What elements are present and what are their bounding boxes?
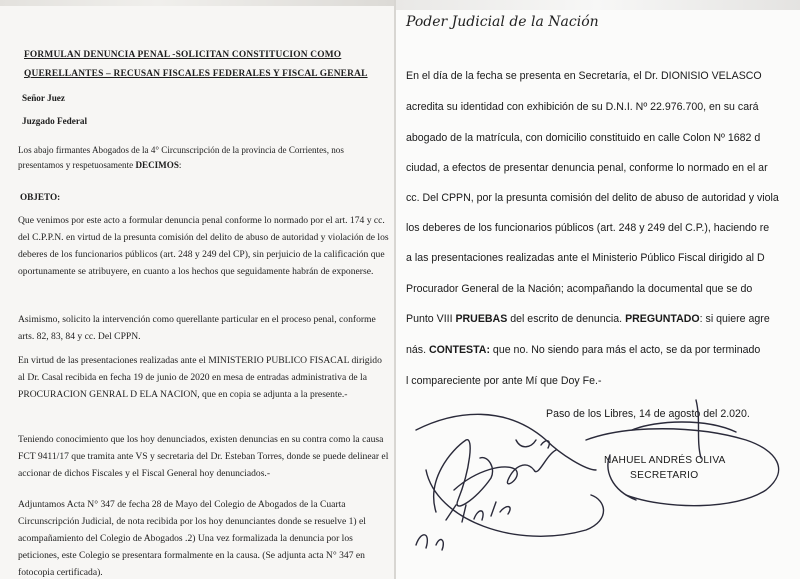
date-line: Paso de los Libres, 14 de agosto del 2.020. bbox=[546, 408, 750, 420]
record-line-1: En el día de la fecha se presenta en Secretaría, el Dr. DIONISIO VELASCO bbox=[406, 70, 762, 82]
intro-decimos: DECIMOS bbox=[135, 160, 179, 170]
title-line-1: FORMULAN DENUNCIA PENAL -SOLICITAN CONSTITUCION COMO bbox=[24, 50, 342, 60]
paragraph-antecedentes: Teniendo conocimiento que los hoy denunciados, existen denuncias en su contra como la causa FCT 9411/17 que tramita ante VS y secretaria del Dr. Esteban Torres, donde se puede delinear el accionar de dichos Fiscales y el Fiscal General hoy denunciados.- bbox=[18, 434, 389, 479]
record-line-2: acredita su identidad con exhibición de su D.N.I. Nº 22.976.700, en su cará bbox=[406, 101, 759, 113]
line9-part-e: : si quiere agre bbox=[699, 313, 770, 325]
paragraph-objeto: Que venimos por este acto a formular denuncia penal conforme lo normado por el art. 174 y cc. del C.P.P.N. en virtud de la presunta comisión del delito de abuso de autoridad y violación de los deberes de los funcionarios públicos (art. 248 y 249 del CP), sin perjuicio de la calificación que oportunamente se atribuyere, en cuanto a los hechos que seguidamente habrán de exponerse. bbox=[18, 215, 389, 277]
record-line-3: abogado de la matrícula, con domicilio constituido en calle Colon Nº 1682 d bbox=[406, 132, 761, 144]
handwritten-signatures bbox=[396, 0, 800, 579]
intro-text: Los abajo firmantes Abogados de la 4° Circunscripción de la provincia de Corrientes, nos presentamos y respetuosamente bbox=[18, 145, 344, 170]
line10-part-a: nás. bbox=[406, 344, 429, 356]
salutation: Señor Juez bbox=[22, 93, 65, 103]
record-line-4: ciudad, a efectos de presentar denuncia penal, conforme lo normado en el ar bbox=[406, 162, 768, 174]
line9-pruebas: PRUEBAS bbox=[455, 313, 508, 325]
record-line-11: l compareciente por ante Mí que Doy Fe.- bbox=[406, 375, 602, 387]
record-line-6: los deberes de los funcionarios públicos (art. 248 y 249 del C.P.), haciendo re bbox=[406, 222, 770, 234]
record-line-7: a las presentaciones realizadas ante el Ministerio Público Fiscal dirigido al D bbox=[406, 252, 765, 264]
document-title bbox=[24, 46, 384, 84]
court-name: Juzgado Federal bbox=[22, 116, 88, 126]
line10-part-c: que no. No siendo para más el acto, se da por terminado bbox=[489, 344, 761, 356]
line9-part-a: Punto VIII bbox=[406, 313, 456, 325]
paragraph-querellante: Asimismo, solicito la intervención como querellante particular en el proceso penal, conforme arts. 82, 83, 84 y cc. Del CPPN. bbox=[18, 314, 376, 342]
record-line-5: cc. Del CPPN, por la presunta comisión del delito de abuso de autoridad y viola bbox=[406, 192, 779, 204]
intro-colon: : bbox=[178, 160, 182, 170]
paragraph-presentaciones: En virtud de las presentaciones realizadas ante el MINISTERIO PUBLICO FISACAL dirigido al Dr. Casal recibida en fecha 19 de junio de 2020 en mesa de entradas administrativa de la PROCURACION GENRAL D ELA NACION, que en copia se adjunta a la presente.- bbox=[18, 355, 382, 400]
record-line-8: Procurador General de la Nación; acompañando la documental que se do bbox=[406, 283, 753, 295]
court-record-page bbox=[396, 0, 800, 579]
line9-preguntado: PREGUNTADO bbox=[625, 313, 700, 325]
paragraph-acta: Adjuntamos Acta N° 347 de fecha 28 de Mayo del Colegio de Abogados de la Cuarta Circunscripción Judicial, de nota recibida por los hoy denunciantes donde se resuelve 1) el acompañamiento del Colegio de Abogados .2) Una vez formalizada la denuncia por los peticiones, este Colegio se presentara formalmente en la causa. (Se adjunta acta N° 347 en fotocopia certificada). bbox=[18, 499, 366, 578]
line10-contesta: CONTESTA: bbox=[428, 344, 490, 356]
scan-edge bbox=[0, 0, 394, 6]
objeto-heading: OBJETO: bbox=[20, 192, 61, 202]
stamp-title: SECRETARIO bbox=[630, 470, 699, 481]
title-line-2: QUERELLANTES – RECUSAN FISCALES FEDERALES Y FISCAL GENERAL bbox=[24, 69, 368, 79]
court-header: Poder Judicial de la Nación bbox=[406, 14, 599, 30]
stamp-name: NAHUEL ANDRÉS OLIVA bbox=[604, 455, 726, 466]
intro-paragraph bbox=[18, 143, 390, 173]
line9-part-c: del escrito de denuncia. bbox=[507, 313, 626, 325]
complaint-document-page bbox=[0, 0, 394, 579]
